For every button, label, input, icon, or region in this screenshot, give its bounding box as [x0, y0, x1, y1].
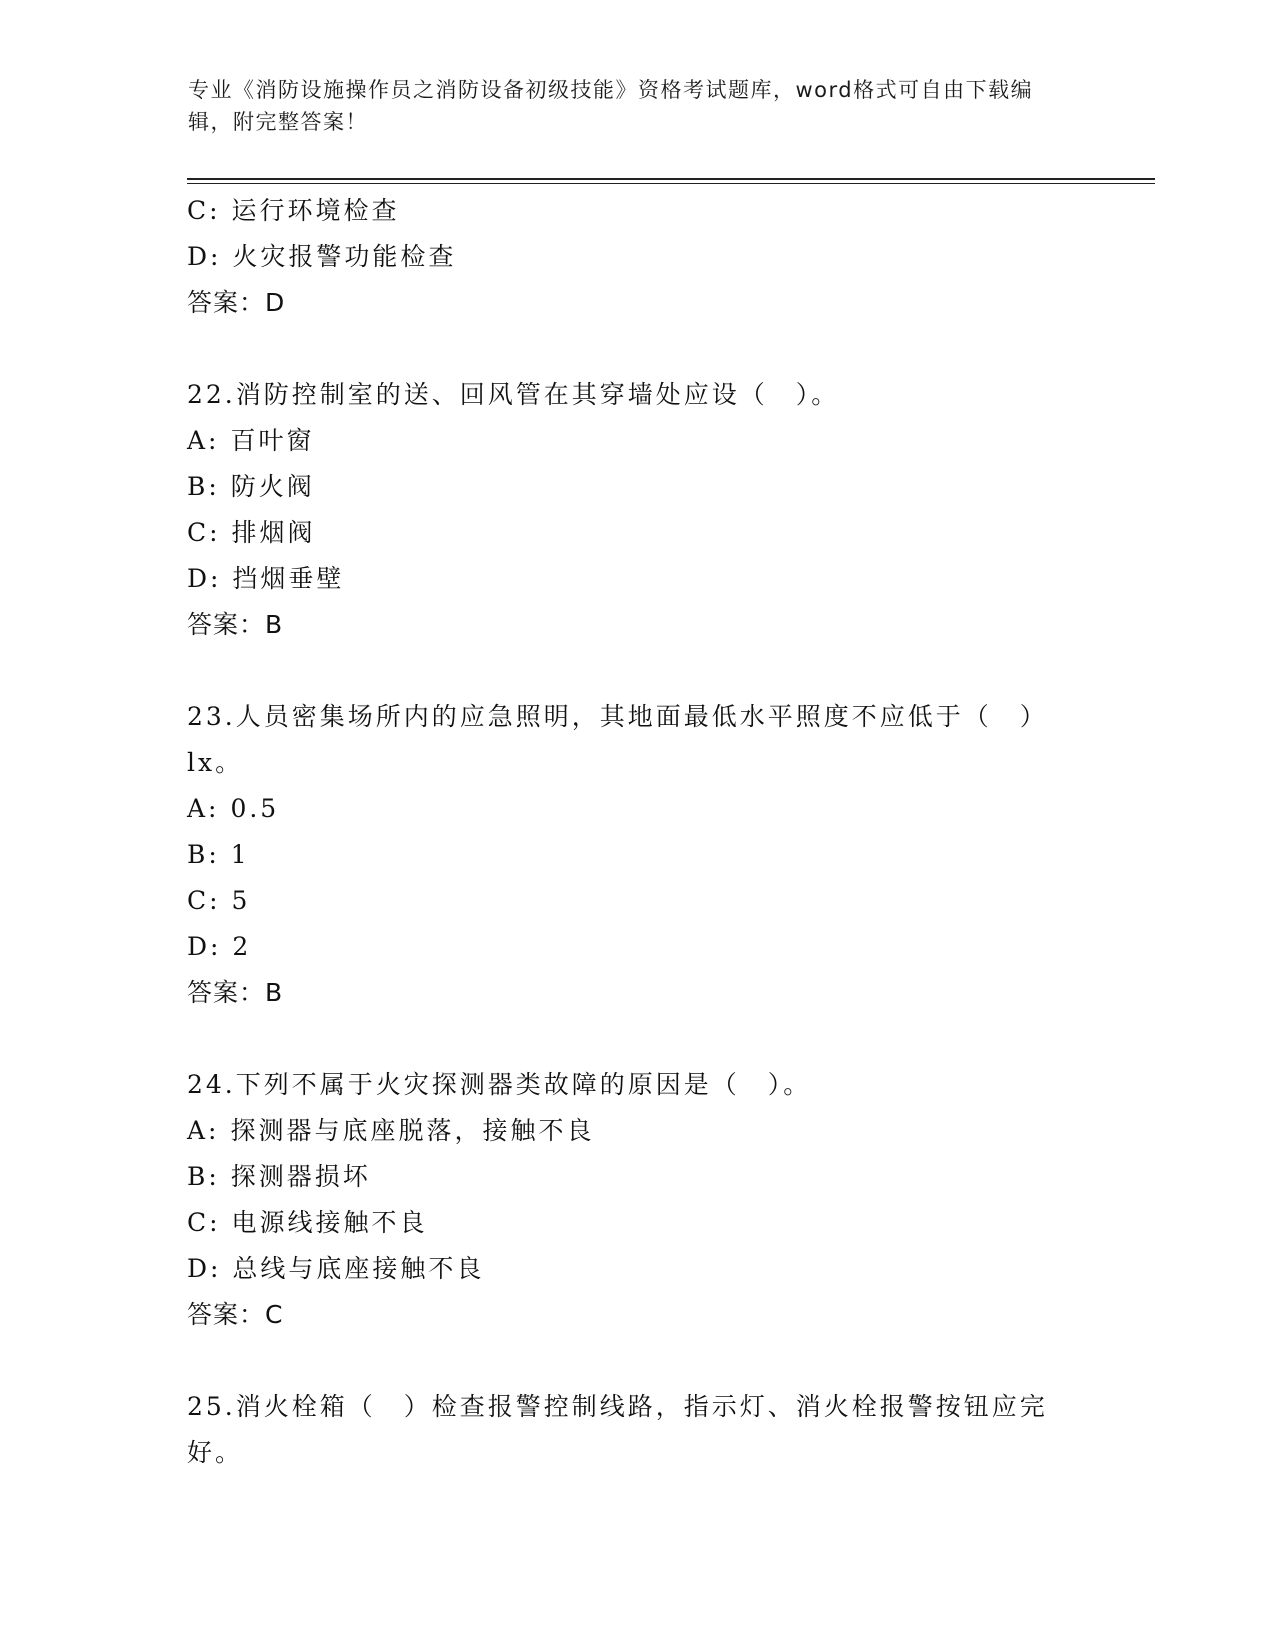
- option-b: [187, 1154, 1067, 1200]
- option-text: 挡烟垂壁: [232, 564, 345, 593]
- option-text: 探测器损坏: [230, 1162, 371, 1191]
- question-25: [187, 1384, 1067, 1476]
- option-text: 防火阀: [230, 472, 315, 501]
- answer-line: 答案：C: [187, 1300, 284, 1329]
- option-label: D:: [187, 932, 222, 961]
- option-d: [187, 556, 1067, 602]
- option-label: A:: [187, 1116, 220, 1145]
- option-label: C:: [187, 196, 221, 225]
- option-label: D:: [187, 564, 222, 593]
- header-rule-thick: [187, 178, 1155, 180]
- option-a: [187, 1108, 1067, 1154]
- header-rule-thin: [187, 183, 1155, 184]
- option-label: B:: [187, 472, 220, 501]
- option-text: 2: [232, 932, 252, 961]
- question-stem: 22.消防控制室的送、回风管在其穿墙处应设（ ）。: [187, 380, 840, 409]
- option-a: [187, 786, 1067, 832]
- option-text: 探测器与底座脱落，接触不良: [230, 1116, 595, 1145]
- option-c: [187, 1200, 1067, 1246]
- option-label: A:: [187, 426, 220, 455]
- option-d: [187, 234, 1067, 280]
- question-24: [187, 1062, 1067, 1338]
- question-stem: 25.消火栓箱（ ）检查报警控制线路，指示灯、消火栓报警按钮应完好。: [187, 1392, 1048, 1467]
- answer-line: 答案：B: [187, 610, 284, 639]
- option-text: 火灾报警功能检查: [232, 242, 457, 271]
- option-text: 百叶窗: [230, 426, 315, 455]
- option-text: 5: [231, 886, 251, 915]
- question-21-tail: [187, 188, 1067, 326]
- option-text: 1: [230, 840, 250, 869]
- option-label: D:: [187, 1254, 222, 1283]
- option-label: C:: [187, 886, 221, 915]
- option-text: 排烟阀: [231, 518, 316, 547]
- option-label: A:: [187, 794, 220, 823]
- question-stem: 23.人员密集场所内的应急照明，其地面最低水平照度不应低于（ ）lx。: [187, 702, 1048, 777]
- option-b: [187, 832, 1067, 878]
- option-text: 运行环境检查: [231, 196, 400, 225]
- question-22: [187, 372, 1067, 648]
- question-list: [187, 188, 1067, 1476]
- option-label: B:: [187, 1162, 220, 1191]
- option-c: [187, 188, 1067, 234]
- option-a: [187, 418, 1067, 464]
- option-b: [187, 464, 1067, 510]
- option-label: B:: [187, 840, 220, 869]
- option-c: [187, 510, 1067, 556]
- option-d: [187, 924, 1067, 970]
- option-d: [187, 1246, 1067, 1292]
- question-23: [187, 694, 1067, 1016]
- option-text: 0.5: [230, 794, 280, 823]
- option-text: 电源线接触不良: [231, 1208, 428, 1237]
- option-c: [187, 878, 1067, 924]
- question-stem: 24.下列不属于火灾探测器类故障的原因是（ ）。: [187, 1070, 812, 1099]
- answer-line: 答案：D: [187, 288, 286, 317]
- answer-line: 答案：B: [187, 978, 284, 1007]
- option-text: 总线与底座接触不良: [232, 1254, 485, 1283]
- option-label: D:: [187, 242, 222, 271]
- option-label: C:: [187, 1208, 221, 1237]
- document-header: [188, 74, 1068, 138]
- option-label: C:: [187, 518, 221, 547]
- header-text: 专业《消防设施操作员之消防设备初级技能》资格考试题库，word格式可自由下载编辑，附完整答案！: [188, 78, 1034, 134]
